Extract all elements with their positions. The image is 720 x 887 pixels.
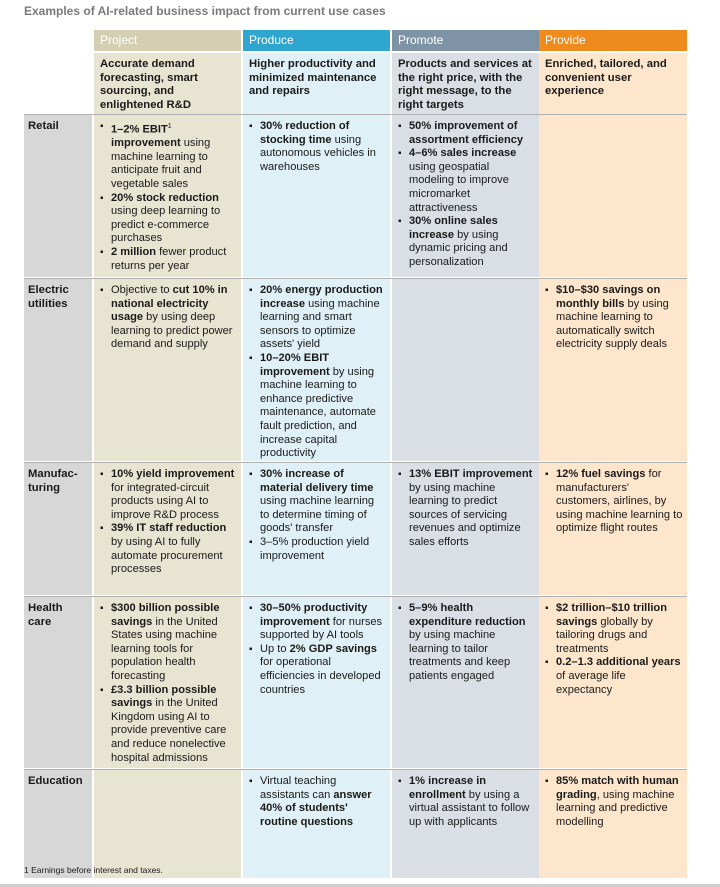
column-header-provide: Provide	[539, 30, 687, 51]
bullet-text: using machine learning and smart sensors to optimize assets' yield	[260, 297, 380, 351]
bullet-item	[248, 775, 386, 829]
bullet-text: fewer product returns per year	[111, 246, 227, 272]
column-subheader-project: Accurate demand forecasting, smart sourcing, and enlightened R&D	[94, 53, 241, 145]
bullet-highlight: 12% fuel savings	[556, 468, 646, 480]
cell-provide	[539, 770, 687, 878]
bullet-item	[248, 536, 386, 563]
bullet-text: in the United Kingdom using AI to provide preventive care and reduce nonelective hospital admissions	[111, 697, 227, 764]
bullet-list	[397, 602, 535, 684]
cell-promote	[392, 279, 539, 461]
bullet-text: , using machine learning and predictive modelling	[556, 788, 675, 828]
bullet-item	[248, 120, 386, 174]
bullet-text: by using machine learning to tailor treatments and keep patients engaged	[409, 629, 511, 682]
bullet-list	[248, 120, 386, 174]
bullet-list	[99, 602, 237, 765]
bullet-highlight: 30% online sales increase	[409, 215, 498, 241]
bullet-item	[248, 643, 386, 697]
cell-provide	[539, 279, 687, 461]
bullet-list	[248, 775, 386, 829]
bullet-item	[544, 284, 683, 352]
bullet-text: by using machine learning to automatically switch electricity supply deals	[556, 297, 669, 351]
bullet-highlight: 20% energy production increase	[260, 284, 383, 310]
bullet-text: in the United States using machine learning tools for population health forecasting	[111, 615, 218, 682]
bullet-item	[397, 602, 535, 684]
bullet-text: Objective to	[111, 284, 173, 296]
cell-provide	[539, 115, 687, 277]
bullet-highlight: 13% EBIT improvement	[409, 468, 533, 480]
bullet-highlight: 39% IT staff reduction	[111, 522, 227, 535]
bullet-text: by using deep learning to predict power demand and supply	[111, 311, 233, 351]
bullet-item	[99, 684, 237, 766]
bullet-item	[397, 775, 535, 829]
bullet-text: by using machine learning to predict sources of servicing revenues and optimize sales efforts	[409, 481, 521, 548]
bullet-text: using autonomous vehicles in warehouses	[260, 133, 376, 173]
row-label: Retail	[24, 115, 92, 277]
bullet-highlight: cut 10% in national electricity usage	[111, 284, 228, 324]
bullet-text: by using AI to fully automate procurement processes	[111, 535, 223, 576]
bullet-highlight: 20% stock reduction	[111, 191, 219, 204]
bullet-item	[544, 775, 683, 829]
cell-provide	[539, 597, 687, 768]
bullet-highlight: 10% yield improvement	[111, 468, 235, 480]
bullet-item	[397, 468, 535, 550]
column-header-produce: Produce	[243, 30, 390, 51]
bullet-list	[99, 468, 237, 577]
cell-promote	[392, 115, 539, 277]
cell-produce	[243, 463, 390, 595]
bullet-highlight: 1–2% EBIT	[111, 123, 168, 136]
bullet-item	[397, 147, 535, 215]
bullet-highlight: improvement	[111, 137, 181, 150]
bullet-text: for manufacturers' customers, airlines, by using machine learning to optimize flight routes	[556, 468, 683, 535]
bullet-list	[99, 120, 237, 273]
cell-produce	[243, 115, 390, 277]
row-label: Education	[24, 770, 92, 878]
bullet-item	[248, 602, 386, 643]
column-subheader-produce: Higher productivity and minimized maintenance and repairs	[243, 53, 390, 145]
bullet-highlight: 2 million	[111, 246, 156, 259]
cell-project	[94, 463, 241, 595]
bullet-highlight: 0.2–1.3 additional years	[556, 656, 681, 669]
row-label: Health care	[24, 597, 92, 768]
bullet-item	[248, 468, 386, 536]
bullet-item	[99, 522, 237, 576]
bullet-item	[544, 656, 683, 697]
bullet-text: Virtual teaching assistants can	[260, 775, 337, 801]
bullet-list	[248, 468, 386, 563]
bullet-highlight: $300 billion possible savings	[111, 602, 220, 628]
bullet-text: Up to	[260, 642, 290, 655]
row-label: Manufac-turing	[24, 463, 92, 595]
cell-project	[94, 770, 241, 878]
bullet-text: by using a virtual assistant to follow up with applicants	[409, 788, 530, 828]
bullet-list	[544, 468, 683, 536]
bullet-highlight: £3.3 billion possible savings	[111, 683, 217, 710]
bullet-highlight: 2% GDP savings	[289, 642, 377, 655]
bullet-text: using machine learning to determine timing of goods' transfer	[260, 495, 375, 535]
bullet-list	[248, 602, 386, 697]
footnote: 1 Earnings before interest and taxes.	[24, 865, 163, 875]
bullet-list	[544, 602, 683, 697]
bullet-list	[397, 468, 535, 550]
bullet-item	[248, 284, 386, 352]
cell-promote	[392, 463, 539, 595]
cell-project	[94, 115, 241, 277]
cell-provide	[539, 463, 687, 595]
column-subheader-provide: Enriched, tailored, and convenient user experience	[539, 53, 687, 145]
bullet-text: using machine learning to anticipate fruit and vegetable sales	[111, 137, 211, 191]
cell-produce	[243, 597, 390, 768]
bullet-text: 3–5% production yield improvement	[260, 535, 370, 562]
bullet-list	[99, 284, 237, 352]
column-subheader-promote: Products and services at the right price, with the right message, to the right targets	[392, 53, 539, 145]
bullet-list	[248, 284, 386, 461]
bullet-list	[397, 120, 535, 270]
column-header-project: Project	[94, 30, 241, 51]
bullet-text: for nurses supported by AI tools	[260, 615, 383, 642]
bullet-highlight: $10–$30 savings on monthly bills	[556, 284, 661, 310]
page-title: Examples of AI-related business impact from current use cases	[24, 4, 386, 18]
bullet-item	[544, 602, 683, 656]
cell-promote	[392, 597, 539, 768]
row-label: Electric utilities	[24, 279, 92, 461]
bullet-text: by using dynamic pricing and personalization	[409, 228, 508, 268]
bullet-list	[544, 284, 683, 352]
bullet-item	[99, 468, 237, 522]
bullet-list	[397, 775, 535, 829]
bullet-highlight: 30–50% productivity improvement	[260, 602, 368, 628]
bullet-highlight: 30% increase of material delivery time	[260, 468, 374, 494]
bullet-item	[99, 192, 237, 246]
bullet-highlight: 30% reduction of stocking time	[260, 120, 350, 146]
bullet-text: of average life expectancy	[556, 669, 626, 696]
bullet-list	[544, 775, 683, 829]
bullet-text: for integrated-circuit products using AI to improve R&D process	[111, 481, 219, 521]
bullet-highlight: 10–20% EBIT improvement	[260, 351, 330, 378]
bullet-item	[99, 120, 237, 192]
bullet-item	[544, 468, 683, 536]
bullet-highlight: answer 40% of students' routine questions	[260, 788, 372, 828]
cell-project	[94, 597, 241, 768]
bullet-text: using geospatial modeling to improve micromarket attractiveness	[409, 160, 509, 214]
column-header-promote: Promote	[392, 30, 539, 51]
cell-produce	[243, 279, 390, 461]
bullet-text: by using machine learning to enhance predictive maintenance, automate fault prediction, and increase capital productivity	[260, 365, 376, 460]
bullet-item	[397, 120, 535, 147]
bullet-text: for operational efficiencies in developed countries	[260, 656, 381, 696]
bullet-highlight: 85% match with human grading	[556, 775, 679, 801]
cell-promote	[392, 770, 539, 878]
bullet-highlight: $2 trillion–$10 trillion savings	[556, 602, 667, 628]
cell-produce	[243, 770, 390, 878]
bullet-highlight: 4–6% sales increase	[409, 147, 517, 160]
cell-project	[94, 279, 241, 461]
bullet-highlight: 1% increase in enrollment	[409, 775, 487, 801]
bullet-highlight: 50% improvement of assortment efficiency	[409, 120, 524, 146]
footnote-marker: 1	[167, 123, 172, 130]
bullet-item	[99, 284, 237, 352]
bullet-item	[248, 352, 386, 461]
bullet-highlight: 5–9% health expenditure reduction	[409, 602, 526, 628]
bullet-text: globally by tailoring drugs and treatments	[556, 615, 653, 655]
bullet-item	[397, 215, 535, 269]
bullet-item	[99, 246, 237, 273]
bullet-text: using deep learning to predict e-commerce purchases	[111, 205, 221, 245]
bullet-item	[99, 602, 237, 684]
